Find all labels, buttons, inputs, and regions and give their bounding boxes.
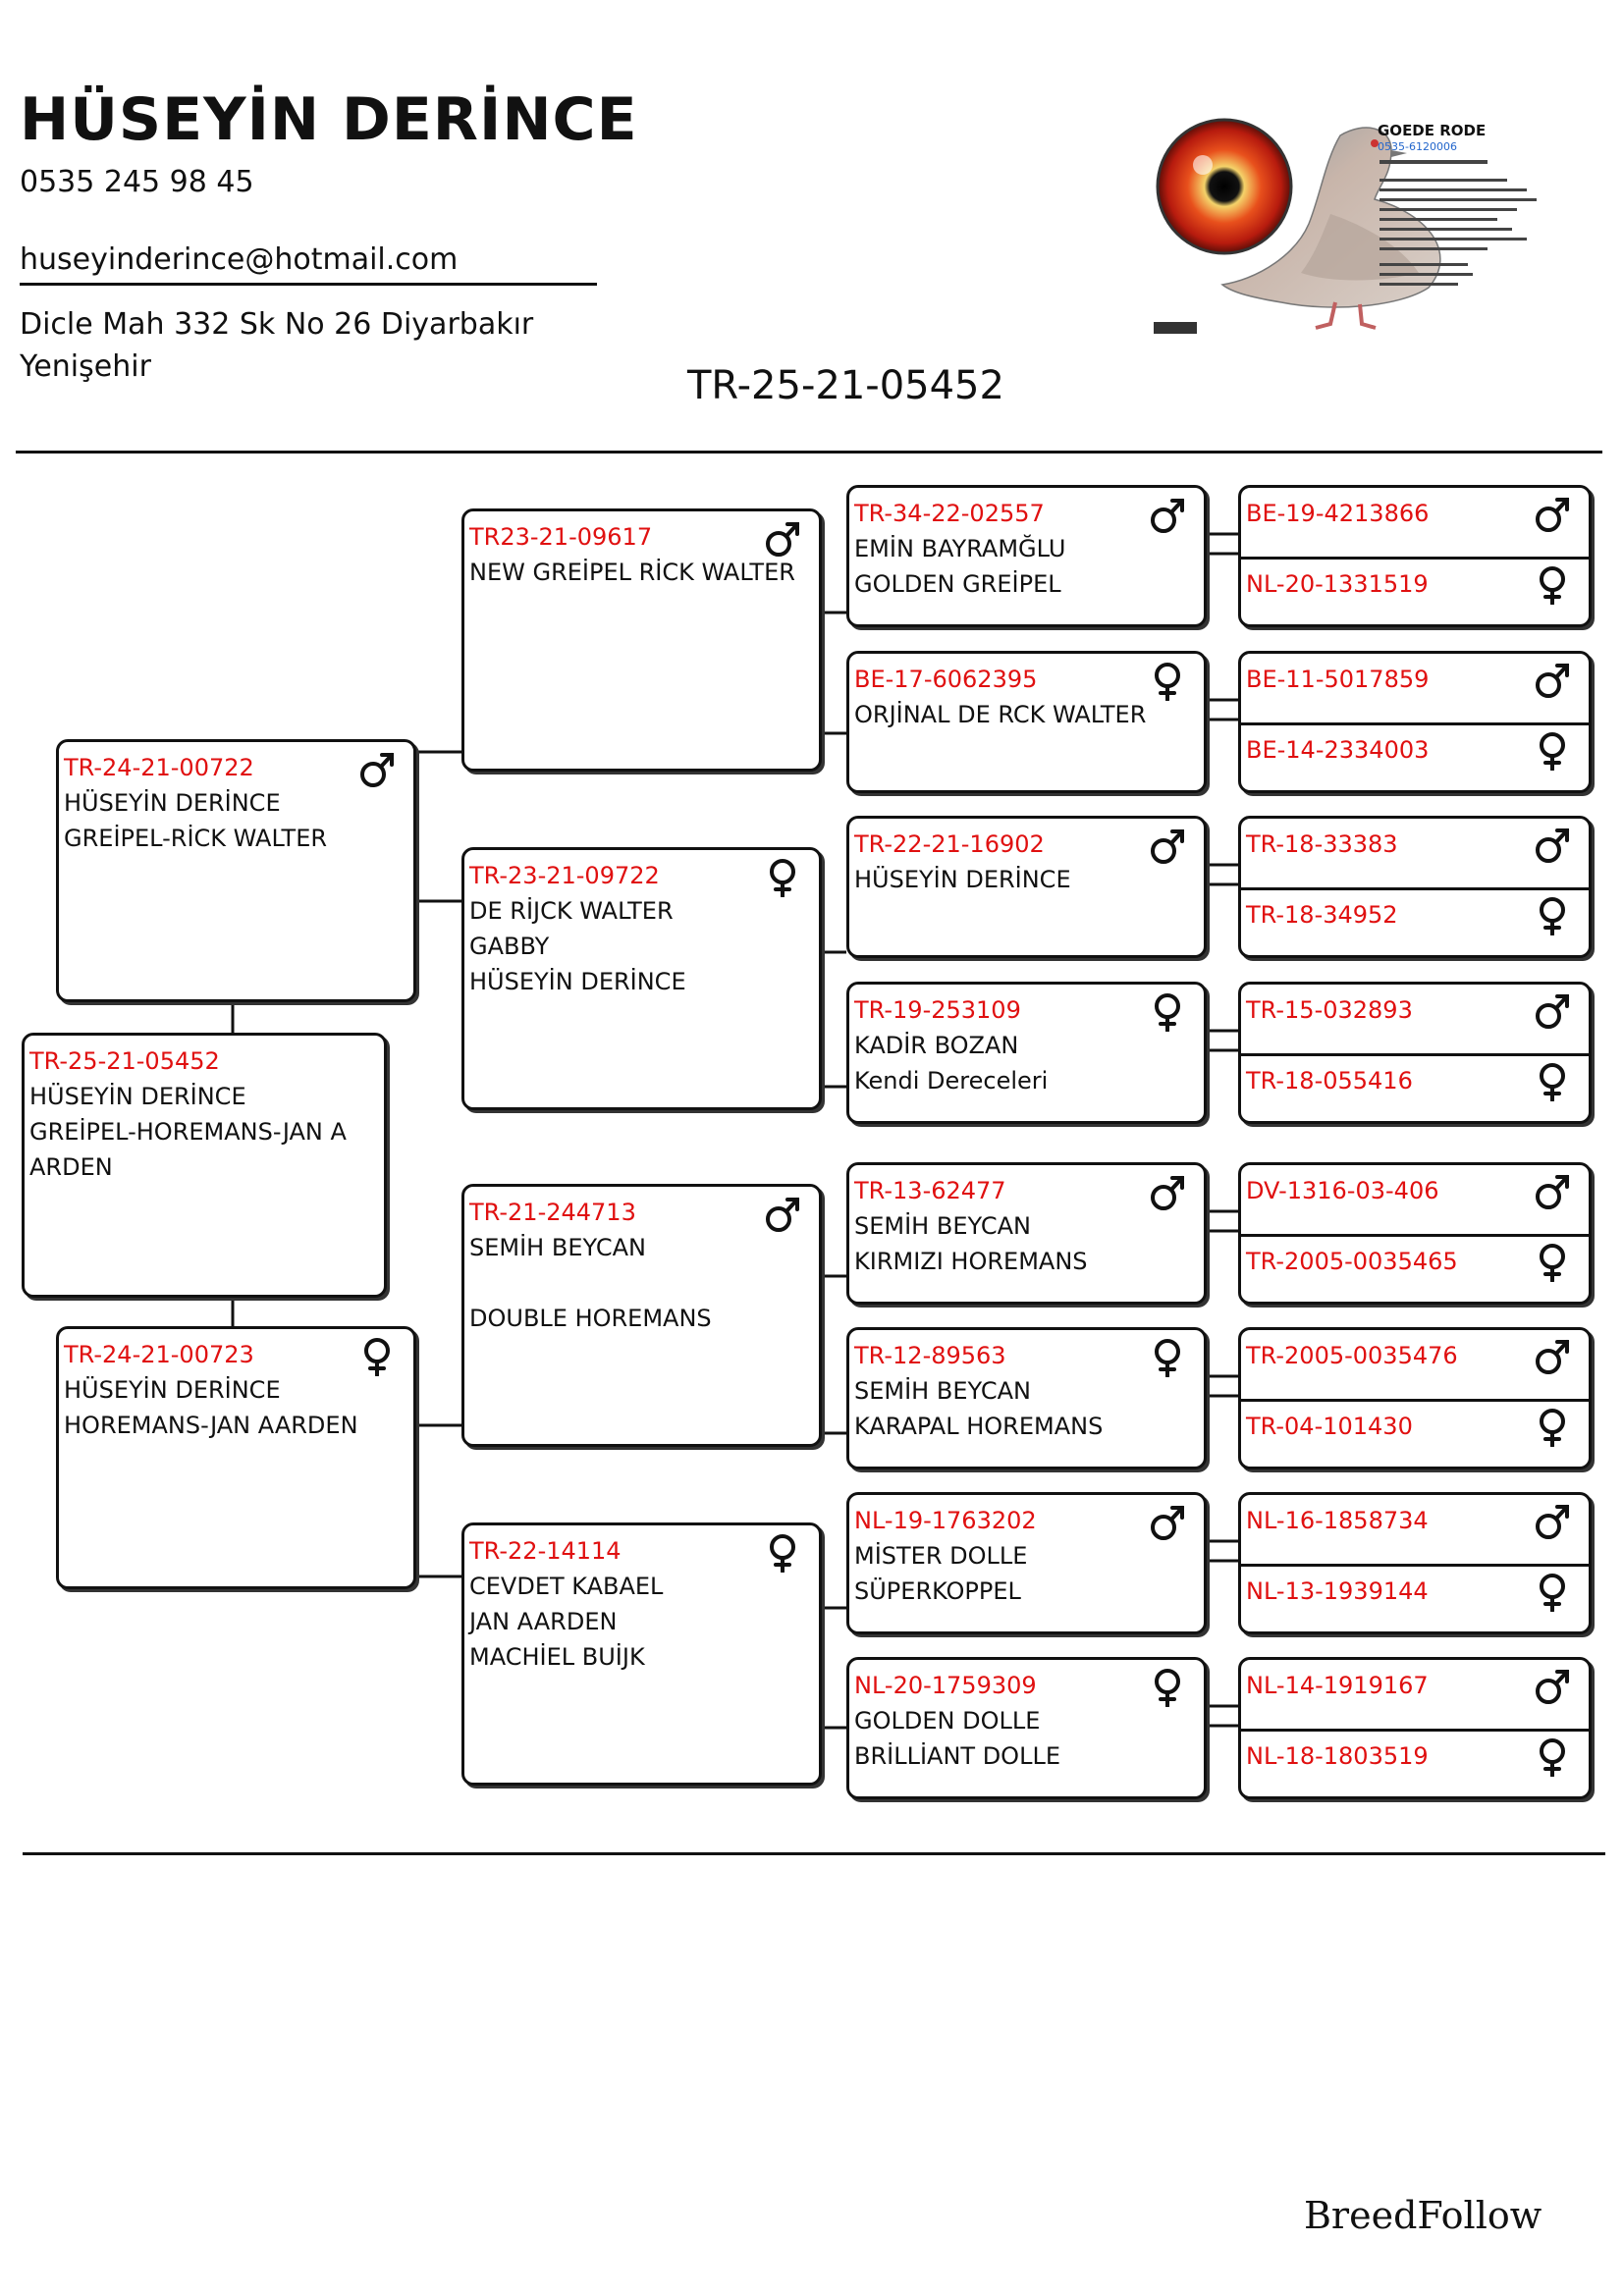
great-grandparent-box-3[interactable] (846, 816, 1207, 958)
ancestor-box-9[interactable] (1241, 1165, 1589, 1234)
ancestor-box-8[interactable] (1241, 1055, 1589, 1124)
pigeon-detail-line: JAN AARDEN (469, 1608, 618, 1635)
female-symbol-icon (764, 858, 801, 897)
ring-number: TR-24-21-00723 (64, 1341, 254, 1368)
ancestor-box-13[interactable] (1241, 1495, 1589, 1564)
ring-number: TR-18-33383 (1246, 830, 1398, 858)
ring-number: BE-19-4213866 (1246, 500, 1430, 527)
ancestor-pair-box (1238, 982, 1592, 1124)
ancestor-pair-box (1238, 485, 1592, 627)
pigeon-detail-line: GREİPEL-HOREMANS-JAN A (29, 1118, 347, 1146)
ancestor-box-10[interactable] (1241, 1236, 1589, 1305)
brand-logo-text: BreedFollow (1304, 2194, 1542, 2237)
ring-number: BE-17-6062395 (854, 666, 1038, 693)
ancestor-box-4[interactable] (1241, 724, 1589, 793)
ring-number: TR-18-34952 (1246, 901, 1398, 929)
ring-number: NL-20-1331519 (1246, 570, 1429, 598)
male-symbol-icon (1534, 826, 1571, 865)
male-symbol-icon (1534, 1502, 1571, 1541)
pigeon-info (29, 1043, 347, 1185)
female-symbol-icon (1534, 896, 1571, 935)
ring-number: TR-24-21-00722 (64, 754, 254, 781)
pigeon-detail-line: HÜSEYİN DERİNCE (64, 789, 281, 817)
female-symbol-icon (1534, 731, 1571, 771)
ring-number: TR-34-22-02557 (854, 500, 1045, 527)
ring-number: DV-1316-03-406 (1246, 1177, 1439, 1204)
male-symbol-icon (1534, 991, 1571, 1031)
pigeon-detail-line: NEW GREİPEL RİCK WALTER (469, 559, 795, 586)
pigeon-info (854, 1338, 1145, 1444)
female-symbol-icon (1534, 1573, 1571, 1612)
male-symbol-icon (1534, 495, 1571, 534)
male-symbol-icon (1534, 1667, 1571, 1706)
pigeon-detail-line: SEMİH BEYCAN (469, 1234, 646, 1261)
pigeon-detail-line: ORJİNAL DE RCK WALTER (854, 701, 1147, 728)
ring-number: TR-2005-0035465 (1246, 1248, 1458, 1275)
ring-number: TR-18-055416 (1246, 1067, 1413, 1095)
ancestor-box-12[interactable] (1241, 1401, 1589, 1469)
pigeon-detail-line: Kendi Dereceleri (854, 1067, 1049, 1095)
pigeon-info (64, 1337, 358, 1443)
pigeon-detail-line: HOREMANS-JAN AARDEN (64, 1412, 358, 1439)
great-grandparent-box-7[interactable] (846, 1492, 1207, 1634)
male-symbol-icon (1149, 1503, 1186, 1542)
photo-card-title: GOEDE RODE (1378, 122, 1487, 139)
ancestor-box-6[interactable] (1241, 889, 1589, 958)
ring-number: NL-16-1858734 (1246, 1507, 1429, 1534)
pigeon-info (469, 1533, 760, 1675)
great-grandparent-box-4[interactable] (846, 982, 1207, 1124)
pigeon-detail-line: CEVDET KABAEL (469, 1573, 664, 1600)
pigeon-info (854, 496, 1145, 602)
ring-number: BE-11-5017859 (1246, 666, 1430, 693)
great-grandparent-box-8[interactable] (846, 1657, 1207, 1799)
ancestor-box-3[interactable] (1241, 654, 1589, 722)
ancestor-box-7[interactable] (1241, 985, 1589, 1053)
dam-sire-box[interactable] (461, 1184, 822, 1447)
ancestor-pair-box (1238, 1162, 1592, 1305)
pigeon-detail-line: SEMİH BEYCAN (854, 1212, 1031, 1240)
pigeon-info (854, 1173, 1145, 1279)
pigeon-info (854, 827, 1145, 897)
pigeon-detail-line: HÜSEYİN DERİNCE (64, 1376, 281, 1404)
female-symbol-icon (1534, 1243, 1571, 1282)
ring-number: TR-22-21-16902 (854, 830, 1045, 858)
great-grandparent-box-2[interactable] (846, 651, 1207, 793)
ring-number: TR-13-62477 (854, 1177, 1006, 1204)
pigeon-detail-line: EMİN BAYRAMĞLU (854, 535, 1066, 562)
ring-number: NL-18-1803519 (1246, 1742, 1429, 1770)
male-symbol-icon (764, 519, 801, 559)
photo-card-subtitle: 0535-6120006 (1378, 140, 1457, 153)
owner-name: HÜSEYİN DERİNCE (20, 85, 638, 154)
male-symbol-icon (1534, 1172, 1571, 1211)
pigeon-detail-line: HÜSEYİN DERİNCE (469, 968, 686, 995)
owner-phone: 0535 245 98 45 (20, 165, 254, 199)
pigeon-info (854, 1503, 1145, 1609)
great-grandparent-box-6[interactable] (846, 1327, 1207, 1469)
ring-number: TR-22-14114 (469, 1537, 622, 1565)
dam-box[interactable] (56, 1326, 416, 1589)
ancestor-box-5[interactable] (1241, 819, 1589, 887)
pigeon-detail-line: SÜPERKOPPEL (854, 1577, 1021, 1605)
male-symbol-icon (1149, 1173, 1186, 1212)
pigeon-detail-line: GREİPEL-RİCK WALTER (64, 825, 328, 852)
ring-number: TR-25-21-05452 (29, 1047, 220, 1075)
ring-number: TR23-21-09617 (469, 523, 653, 551)
pigeon-info (854, 662, 1145, 732)
male-symbol-icon (1534, 661, 1571, 700)
female-symbol-icon (1534, 1408, 1571, 1447)
ring-number: TR-21-244713 (469, 1199, 636, 1226)
pigeon-detail-line (469, 1265, 760, 1301)
pigeon-detail-line: SEMİH BEYCAN (854, 1377, 1031, 1405)
pigeon-detail-line: ARDEN (29, 1153, 113, 1181)
male-symbol-icon (1149, 496, 1186, 535)
pigeon-detail-line: BRİLLİANT DOLLE (854, 1742, 1060, 1770)
owner-address-line2: Yenişehir (20, 349, 151, 384)
female-symbol-icon (1149, 1338, 1186, 1377)
pigeon-detail-line: GABBY (469, 933, 550, 960)
ancestor-pair-box (1238, 651, 1592, 793)
ring-number: TR-19-253109 (854, 996, 1021, 1024)
ancestor-box-1[interactable] (1241, 488, 1589, 557)
dam-dam-box[interactable] (461, 1522, 822, 1786)
female-symbol-icon (358, 1337, 396, 1376)
male-symbol-icon (1149, 827, 1186, 866)
ancestor-pair-box (1238, 1657, 1592, 1799)
female-symbol-icon (1534, 565, 1571, 605)
male-symbol-icon (358, 750, 396, 789)
ring-number: TR-04-101430 (1246, 1413, 1413, 1440)
pigeon-detail-line: HÜSEYİN DERİNCE (854, 866, 1071, 893)
ring-number: TR-15-032893 (1246, 996, 1413, 1024)
female-symbol-icon (764, 1533, 801, 1573)
ancestor-pair-box (1238, 816, 1592, 958)
pigeon-detail-line: DOUBLE HOREMANS (469, 1305, 712, 1332)
male-symbol-icon (1534, 1337, 1571, 1376)
pigeon-detail-line: GOLDEN GREİPEL (854, 570, 1061, 598)
ring-number: NL-14-1919167 (1246, 1672, 1429, 1699)
pigeon-info (64, 750, 354, 856)
pigeon-detail-line: MİSTER DOLLE (854, 1542, 1028, 1570)
pigeon-detail-line: KARAPAL HOREMANS (854, 1413, 1104, 1440)
pigeon-detail-line: HÜSEYİN DERİNCE (29, 1083, 246, 1110)
sire-dam-box[interactable] (461, 847, 822, 1110)
ancestor-box-11[interactable] (1241, 1330, 1589, 1399)
ancestor-pair-box (1238, 1492, 1592, 1634)
ring-number: NL-13-1939144 (1246, 1577, 1429, 1605)
pigeon-detail-line: GOLDEN DOLLE (854, 1707, 1041, 1735)
ancestor-pair-box (1238, 1327, 1592, 1469)
ancestor-box-16[interactable] (1241, 1731, 1589, 1799)
pigeon-detail-line: KIRMIZI HOREMANS (854, 1248, 1088, 1275)
pigeon-detail-line: DE RİJCK WALTER (469, 897, 674, 925)
pigeon-info (469, 1195, 760, 1336)
footer-divider (23, 1852, 1605, 1855)
ring-number: NL-20-1759309 (854, 1672, 1037, 1699)
ancestor-box-14[interactable] (1241, 1566, 1589, 1634)
female-symbol-icon (1534, 1062, 1571, 1101)
ring-number: TR-12-89563 (854, 1342, 1006, 1369)
ring-number: NL-19-1763202 (854, 1507, 1037, 1534)
male-symbol-icon (764, 1195, 801, 1234)
ancestor-box-15[interactable] (1241, 1660, 1589, 1729)
pedigree-ring-number: TR-25-21-05452 (687, 363, 1004, 408)
pigeon-info (469, 519, 795, 590)
ring-number: BE-14-2334003 (1246, 736, 1430, 764)
female-symbol-icon (1149, 992, 1186, 1032)
ancestor-box-2[interactable] (1241, 559, 1589, 627)
pigeon-detail-line: KADİR BOZAN (854, 1032, 1019, 1059)
ring-number: TR-23-21-09722 (469, 862, 660, 889)
sire-sire-box[interactable] (461, 508, 822, 772)
ring-number: TR-2005-0035476 (1246, 1342, 1458, 1369)
female-symbol-icon (1534, 1737, 1571, 1777)
female-symbol-icon (1149, 1668, 1186, 1707)
great-grandparent-box-1[interactable] (846, 485, 1207, 627)
female-symbol-icon (1149, 662, 1186, 701)
great-grandparent-box-5[interactable] (846, 1162, 1207, 1305)
owner-email[interactable]: huseyinderince@hotmail.com (20, 242, 459, 277)
pigeon-info (469, 858, 760, 999)
subject-pigeon-box[interactable] (22, 1033, 387, 1298)
sire-box[interactable] (56, 739, 416, 1002)
pigeon-detail-line: MACHİEL BUİJK (469, 1643, 645, 1671)
pigeon-info (854, 992, 1145, 1098)
owner-address-line1: Dicle Mah 332 Sk No 26 Diyarbakır (20, 307, 534, 342)
pigeon-info (854, 1668, 1145, 1774)
